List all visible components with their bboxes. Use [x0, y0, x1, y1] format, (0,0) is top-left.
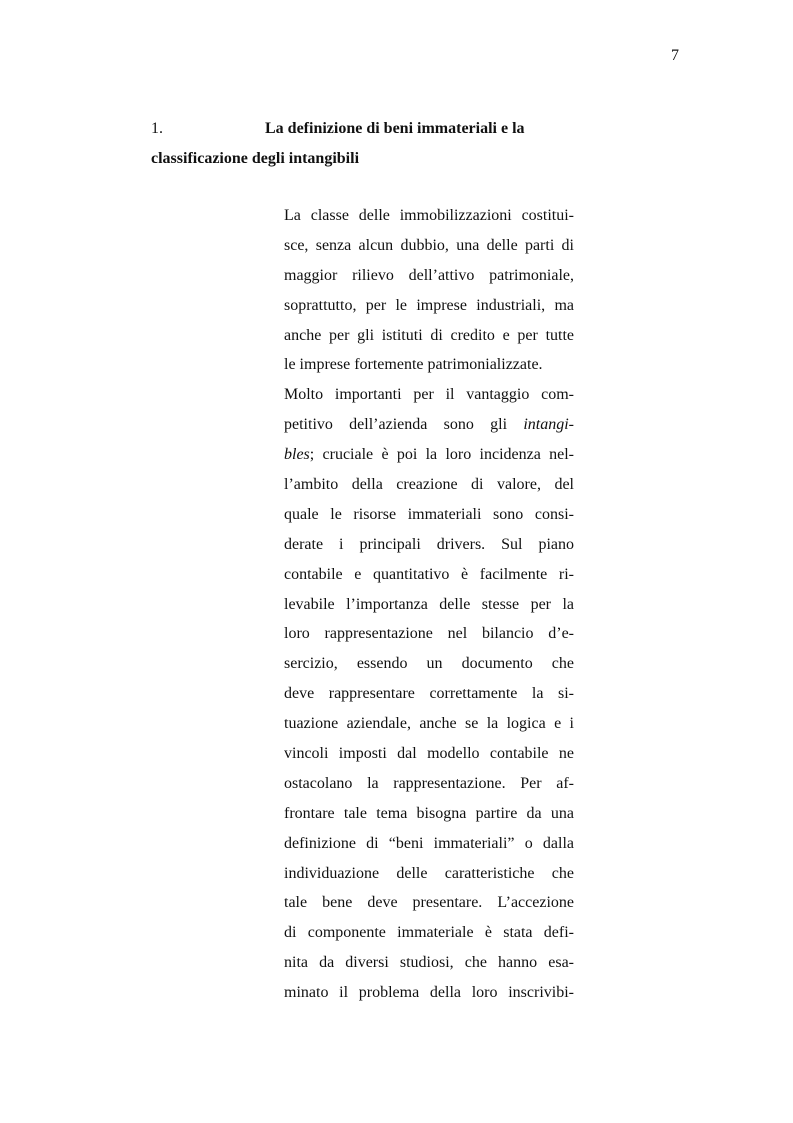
text-line-italic-part: bles [284, 446, 310, 464]
text-line: di componente immateriale è stata defi- [284, 924, 574, 942]
section-number: 1. [151, 120, 163, 137]
text-line: soprattutto, per le imprese industriali, ma [284, 296, 574, 314]
text-line: frontare tale tema bisogna partire da una [284, 804, 574, 822]
text-line: tuazione aziendale, anche se la logica e i [284, 715, 574, 733]
text-line [284, 410, 574, 440]
section-title-part-2: classificazione degli intangibili [151, 150, 360, 167]
text-line: individuazione delle caratteristiche che [284, 864, 574, 882]
text-line: le imprese fortemente patrimonializzate. [284, 356, 543, 374]
text-line: ostacolano la rappresentazione. Per af- [284, 774, 574, 792]
text-line: sercizio, essendo un documento che [284, 655, 574, 673]
text-line: La classe delle immobilizzazioni costitui- [284, 207, 574, 224]
text-line-normal-part: ; cruciale è poi la loro incidenza nel- [309, 446, 574, 464]
text-line: derate i principali drivers. Sul piano [284, 535, 574, 553]
text-line: anche per gli istituti di credito e per tutte [284, 326, 574, 344]
text-line: Molto importanti per il vantaggio com- [284, 386, 574, 404]
section-heading-line-1 [151, 114, 611, 144]
text-line: tale bene deve presentare. L’accezione [284, 894, 574, 912]
text-line: minato il problema della loro inscrivibi- [284, 984, 574, 1002]
text-line: vincoli imposti dal modello contabile ne [284, 745, 574, 763]
text-line: l’ambito della creazione di valore, del [284, 476, 574, 494]
page-number: 7 [671, 47, 679, 64]
text-line: definizione di “beni immateriali” o dalla [284, 834, 574, 852]
text-line: sce, senza alcun dubbio, una delle parti di [284, 236, 574, 254]
body-paragraph [284, 201, 574, 1008]
text-line: loro rappresentazione nel bilancio d’e- [284, 625, 574, 643]
section-heading [151, 114, 611, 174]
text-line: nita da diversi studiosi, che hanno esa- [284, 954, 574, 972]
section-title-part-1: La definizione di beni immateriali e la [265, 120, 525, 137]
text-line: contabile e quantitativo è facilmente ri- [284, 565, 574, 583]
text-line-italic-part: intangi- [523, 416, 574, 434]
text-line: deve rappresentare correttamente la si- [284, 685, 574, 703]
text-line: quale le risorse immateriali sono consi- [284, 505, 574, 523]
text-line: maggior rilievo dell’attivo patrimoniale, [284, 266, 574, 284]
text-line-normal-part: petitivo dell’azienda sono gli [284, 416, 524, 434]
text-line [284, 440, 574, 470]
text-line: levabile l’importanza delle stesse per la [284, 595, 574, 613]
